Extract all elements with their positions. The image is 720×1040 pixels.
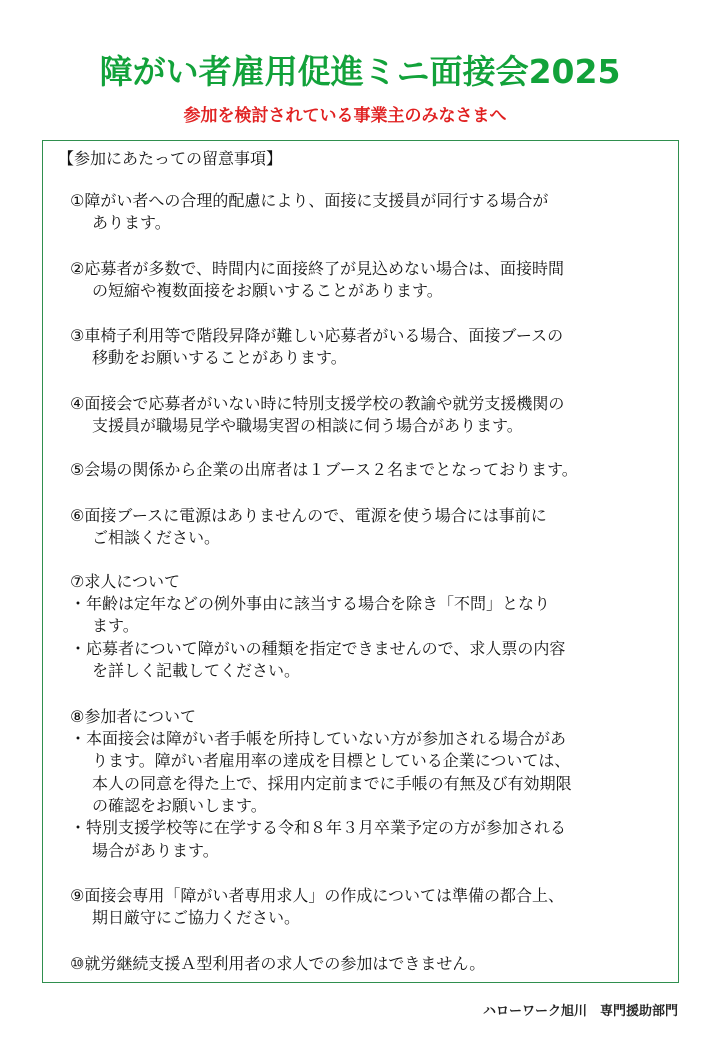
note-8-line-6: 場合があります。 bbox=[92, 841, 219, 860]
note-9-line-1: ⑨面接会専用「障がい者専用求人」の作成については準備の都合上、 bbox=[70, 886, 565, 905]
note-4-line-2: 支援員が職場見学や職場実習の相談に伺う場合があります。 bbox=[92, 416, 523, 435]
note-7-heading: ⑦求人について bbox=[70, 572, 181, 591]
note-8-line-2: ります。障がい者雇用率の達成を目標としている企業については、 bbox=[92, 751, 571, 770]
note-1-line-2: あります。 bbox=[92, 213, 171, 232]
note-1-line-1: ①障がい者への合理的配慮により、面接に支援員が同行する場合が bbox=[70, 191, 549, 210]
note-7-line-3: ・応募者について障がいの種類を指定できませんので、求人票の内容 bbox=[70, 639, 566, 658]
page-title: 障がい者雇用促進ミニ面接会2025 bbox=[99, 52, 621, 91]
note-8-line-4: の確認をお願いします。 bbox=[92, 796, 267, 815]
note-9-line-2: 期日厳守にご協力ください。 bbox=[92, 908, 301, 927]
note-8-line-1: ・本面接会は障がい者手帳を所持していない方が参加される場合があ bbox=[70, 729, 567, 748]
note-6-line-2: ご相談ください。 bbox=[92, 528, 221, 547]
page-subtitle: 参加を検討されている事業主のみなさまへ bbox=[183, 106, 507, 126]
note-3-line-1: ③車椅子利用等で階段昇降が難しい応募者がいる場合、面接ブースの bbox=[70, 326, 564, 345]
note-7-line-4: を詳しく記載してください。 bbox=[92, 661, 301, 680]
note-2-line-2: の短縮や複数面接をお願いすることがあります。 bbox=[92, 281, 443, 300]
section-heading: 【参加にあたっての留意事項】 bbox=[58, 149, 283, 168]
note-7-line-2: ます。 bbox=[92, 616, 139, 635]
note-6-line-1: ⑥面接ブースに電源はありませんので、電源を使う場合には事前に bbox=[70, 506, 547, 525]
note-5-line-1: ⑤会場の関係から企業の出席者は１ブース２名までとなっております。 bbox=[70, 460, 578, 479]
note-3-line-2: 移動をお願いすることがあります。 bbox=[92, 348, 347, 367]
footer-org: ハローワーク旭川 専門援助部門 bbox=[482, 1004, 678, 1019]
note-7-line-1: ・年齢は定年などの例外事由に該当する場合を除き「不問」となり bbox=[70, 594, 551, 613]
note-8-heading: ⑧参加者について bbox=[70, 707, 197, 726]
note-10-line-1: ⑩就労継続支援Ａ型利用者の求人での参加はできません。 bbox=[70, 954, 486, 973]
note-2-line-1: ②応募者が多数で、時間内に面接終了が見込めない場合は、面接時間 bbox=[70, 259, 565, 278]
note-8-line-3: 本人の同意を得た上で、採用内定前までに手帳の有無及び有効期限 bbox=[92, 774, 572, 793]
note-4-line-1: ④面接会で応募者がいない時に特別支援学校の教諭や就労支援機関の bbox=[70, 394, 565, 413]
note-8-line-5: ・特別支援学校等に在学する令和８年３月卒業予定の方が参加される bbox=[70, 818, 567, 837]
